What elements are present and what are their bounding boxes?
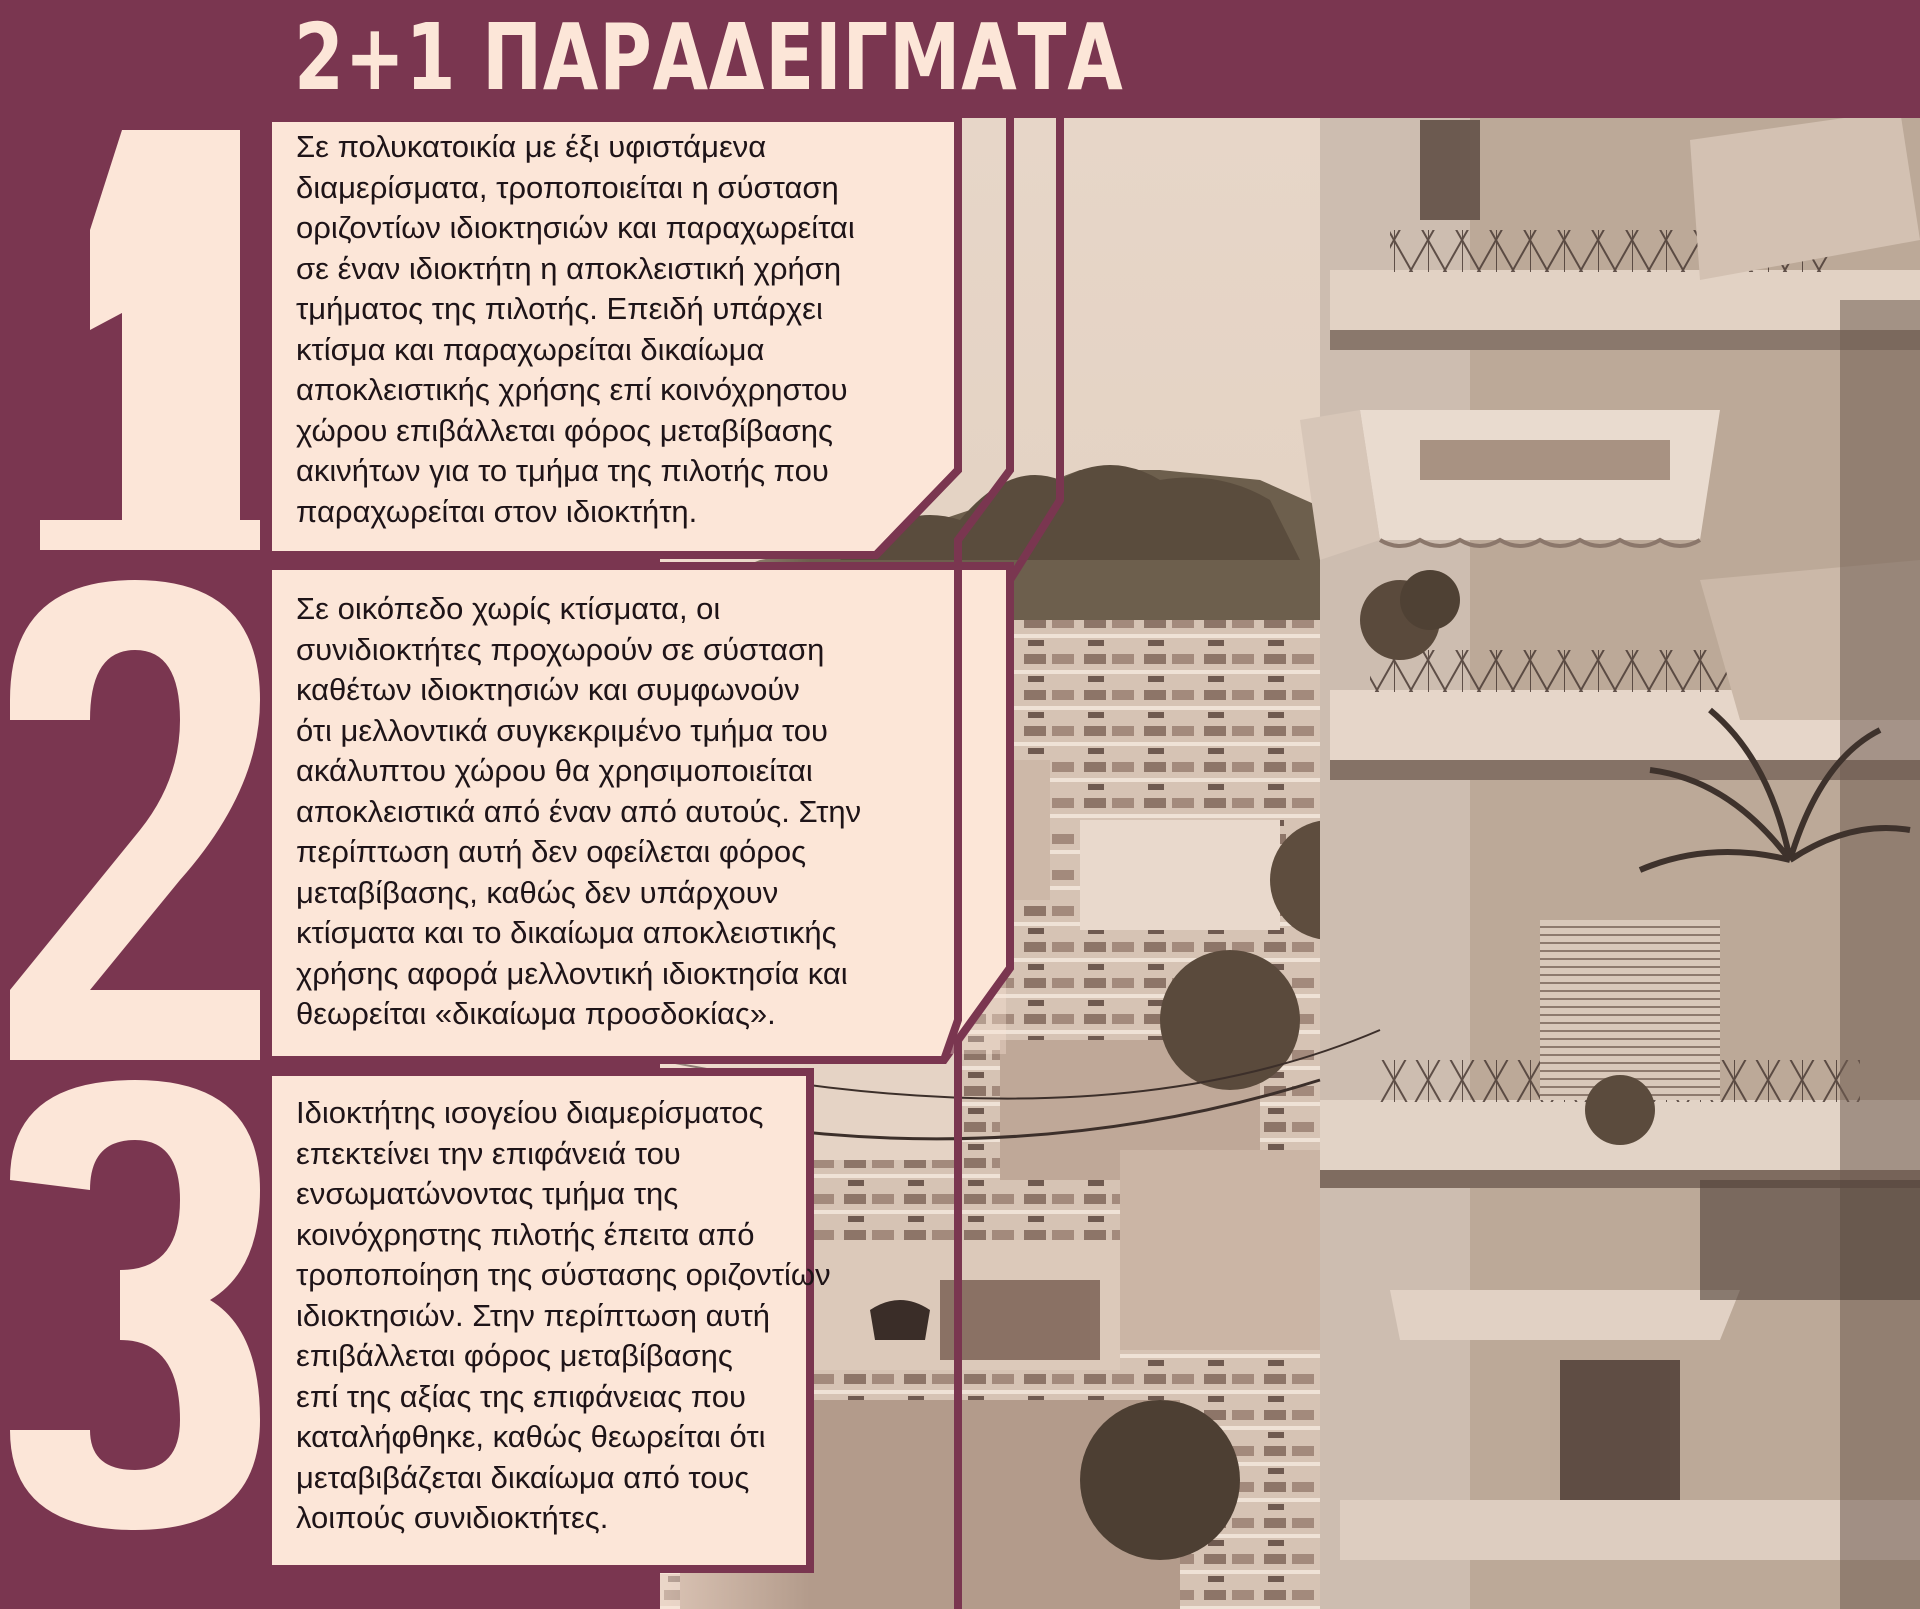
number-2-label	[110, 800, 111, 801]
number-3-label	[110, 1300, 111, 1301]
page-title: 2+1 ΠΑΡΑΔΕΙΓΜΑΤΑ	[294, 4, 1124, 111]
number-1-label	[110, 250, 111, 251]
example-3-text: Ιδιοκτήτης ισογείου διαμερίσματος επεκτείνει την επιφάνειά του ενσωματώνοντας τμήμα της κοινόχρηστης πιλοτής έπειτα από τροποποίηση της σύστασης οριζοντίων ιδιοκτησιών. Στην περίπτωση αυτή επιβάλλεται φόρος μεταβίβασης επί της αξίας της επιφάνειας που καταλήφθηκε, καθώς θεωρείται ότι μεταβιβάζεται δικαίωμα από τους λοιπούς συνιδιοκτήτες.	[296, 1095, 831, 1535]
example-2-text: Σε οικόπεδο χωρίς κτίσματα, οι συνιδιοκτήτες προχωρούν σε σύσταση καθέτων ιδιοκτησιών και συμφωνούν ότι μελλοντικά συγκεκριμένο τμήμα του ακάλυπτου χώρου θα χρησιμοποιείται αποκλειστικά από έναν από αυτούς. Στην περίπτωση αυτή δεν οφείλεται φόρος μεταβίβασης, καθώς δεν υπάρχουν κτίσματα και το δικαίωμα αποκλειστικής χρήσης αφορά μελλοντική ιδιοκτησία και θεωρείται «δικαίωμα προσδοκίας».	[296, 591, 862, 1031]
example-1-text: Σε πολυκατοικία με έξι υφιστάμενα διαμερίσματα, τροποποιείται η σύσταση οριζοντίων ιδιοκτησιών και παραχωρείται σε έναν ιδιοκτήτη η αποκλειστική χρήση τμήματος της πιλοτής. Επειδή υπάρχει κτίσμα και παραχωρείται δικαίωμα αποκλειστικής χρήσης επί κοινόχρηστου χώρου επιβάλλεται φόρος μεταβίβασης ακινήτων για το τμήμα της πιλοτής που παραχωρείται στον ιδιοκτήτη.	[296, 129, 855, 529]
